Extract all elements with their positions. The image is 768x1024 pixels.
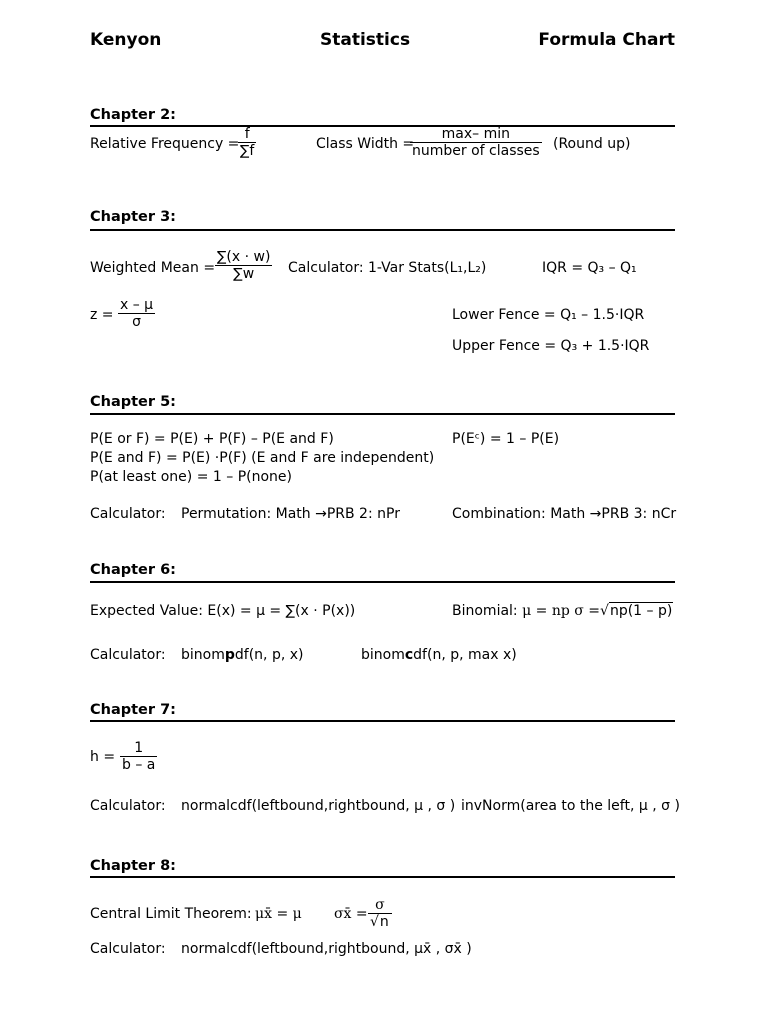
clt-sigma-radicand: n <box>379 914 389 930</box>
permutation-instruction: Permutation: Math →PRB 2: nPr <box>181 506 400 522</box>
round-up-note: (Round up) <box>553 136 631 152</box>
header-right: Formula Chart <box>538 30 675 50</box>
normalcdf-instruction: normalcdf(leftbound,rightbound, μ , σ ) <box>181 798 456 814</box>
chapter-5-title: Chapter 5: <box>90 394 176 410</box>
uniform-density-numerator: 1 <box>134 740 144 756</box>
at-least-one-rule: P(at least one) = 1 – P(none) <box>90 469 292 485</box>
chapter-6-title: Chapter 6: <box>90 562 176 578</box>
z-score-fraction <box>118 297 155 330</box>
chapter-2-title: Chapter 2: <box>90 107 176 123</box>
binompdf-instruction <box>181 647 303 663</box>
upper-fence-formula: Upper Fence = Q₃ + 1.5·IQR <box>452 338 650 354</box>
expected-value-formula: Expected Value: E(x) = μ = ∑(x · P(x)) <box>90 603 356 619</box>
binompdf-bold-letter: p <box>224 647 235 663</box>
chapter-5-calculator-label: Calculator: <box>90 506 166 522</box>
relative-frequency-numerator: f <box>244 126 250 142</box>
iqr-formula: IQR = Q₃ – Q₁ <box>542 260 637 276</box>
header-center: Statistics <box>320 30 411 50</box>
and-rule: P(E and F) = P(E) ·P(F) (E and F are independent) <box>90 450 435 466</box>
clt-label: Central Limit Theorem: <box>90 906 252 922</box>
uniform-density-fraction <box>120 740 157 773</box>
square-root-symbol: √np(1 – p) <box>600 603 673 619</box>
uniform-density-denominator: b – a <box>122 757 156 773</box>
class-width-label: Class Width = <box>316 136 415 152</box>
chapter-2-rule <box>90 125 675 127</box>
calculator-1var-stats: Calculator: 1-Var Stats(L₁,L₂) <box>288 260 487 276</box>
clt-sigma-numerator: σ <box>375 897 385 913</box>
chapter-7-rule <box>90 720 675 722</box>
binomial-label: Binomial: <box>452 603 518 619</box>
binompdf-suffix: df(n, p, x) <box>234 647 304 663</box>
weighted-mean-numerator: ∑(x · w) <box>217 249 271 265</box>
clt-mean-formula: μx̄ = μ <box>255 906 302 922</box>
chapter-6-calculator-label: Calculator: <box>90 647 166 663</box>
chapter-7-calculator-label: Calculator: <box>90 798 166 814</box>
or-rule: P(E or F) = P(E) + P(F) – P(E and F) <box>90 431 334 447</box>
clt-normalcdf-instruction: normalcdf(leftbound,rightbound, μx̄ , σx̄ ) <box>181 941 472 957</box>
combination-instruction: Combination: Math →PRB 3: nCr <box>452 506 677 522</box>
z-score-label: z = <box>90 307 114 323</box>
binomial-mean: μ = np <box>522 603 570 619</box>
binomial-sigma-label: σ = <box>574 603 601 619</box>
clt-sigma-fraction <box>368 897 392 930</box>
uniform-density-label: h = <box>90 749 116 765</box>
lower-fence-formula: Lower Fence = Q₁ – 1.5·IQR <box>452 307 645 323</box>
class-width-fraction <box>410 126 542 159</box>
chapter-8-calculator-label: Calculator: <box>90 941 166 957</box>
chapter-7-title: Chapter 7: <box>90 702 176 718</box>
binomcdf-bold-letter: c <box>404 647 414 663</box>
binompdf-prefix: binom <box>181 647 225 663</box>
class-width-numerator: max– min <box>441 126 511 142</box>
weighted-mean-label: Weighted Mean = <box>90 260 216 276</box>
relative-frequency-label: Relative Frequency = <box>90 136 240 152</box>
complement-rule: P(Eᶜ) = 1 – P(E) <box>452 431 560 447</box>
binomcdf-prefix: binom <box>361 647 405 663</box>
relative-frequency-fraction <box>238 126 256 159</box>
binomial-formula <box>452 603 673 619</box>
relative-frequency-denominator: ∑f <box>240 143 255 159</box>
invnorm-instruction: invNorm(area to the left, μ , σ ) <box>461 798 680 814</box>
binomcdf-suffix: df(n, p, max x) <box>413 647 517 663</box>
binomcdf-instruction <box>361 647 517 663</box>
weighted-mean-denominator: ∑w <box>215 265 272 282</box>
chapter-8-rule <box>90 876 675 878</box>
clt-sigma-label: σx̄ = <box>334 906 368 922</box>
z-score-numerator: x – μ <box>120 297 154 313</box>
square-root-symbol: √n <box>370 914 389 930</box>
chapter-3-rule <box>90 229 675 231</box>
chapter-6-rule <box>90 581 675 583</box>
chapter-5-rule <box>90 413 675 415</box>
header-left: Kenyon <box>90 30 162 50</box>
chapter-3-title: Chapter 3: <box>90 209 176 225</box>
z-score-denominator: σ <box>118 313 155 330</box>
clt-sigma-denominator <box>368 913 392 930</box>
weighted-mean-fraction <box>215 249 272 282</box>
chapter-8-title: Chapter 8: <box>90 858 176 874</box>
class-width-denominator: number of classes <box>412 143 540 159</box>
binomial-sigma-radicand: np(1 – p) <box>609 603 673 619</box>
